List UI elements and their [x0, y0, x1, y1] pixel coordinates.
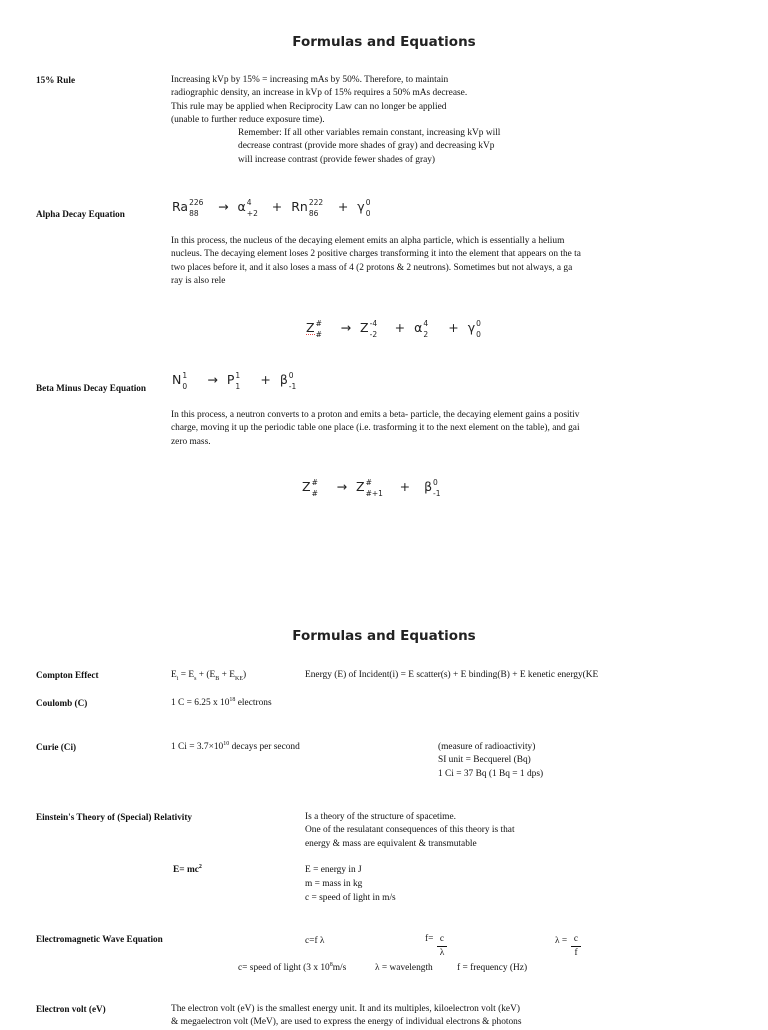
einstein-line: energy & mass are equivalent & transmutable — [305, 838, 477, 849]
einstein-formula-base: E= mc — [173, 865, 199, 875]
eq-symbol: N — [172, 371, 182, 387]
remember-line: decrease contrast (provide more shades of gray) and decreasing kVp — [238, 141, 495, 152]
eq-symbol: α — [237, 198, 246, 214]
page-title-2: Formulas and Equations — [292, 628, 476, 644]
remember-line: Remember: If all other variables remain constant, increasing kVp will — [238, 128, 501, 138]
eq-sub: 1 — [235, 382, 241, 391]
rule15-line: Increasing kVp by 15% = increasing mAs by 50%. Therefore, to maintain — [171, 75, 449, 85]
legend-c-suffix: m/s — [332, 963, 347, 973]
curie-exponent: 10 — [223, 740, 230, 747]
alpha-decay-equation — [172, 196, 382, 218]
arrow-icon: → — [207, 371, 218, 387]
compton-description: Energy (E) of Incident(i) = E scatter(s) + E binding(B) + E kenetic energy(KE — [305, 670, 599, 680]
em-eq-f-fraction — [437, 933, 447, 961]
eq-sub: 88 — [189, 209, 199, 218]
einstein-formula — [173, 864, 202, 877]
eq-sub: 86 — [308, 209, 319, 218]
eq-sub: 0 — [365, 209, 371, 218]
curie-value — [171, 741, 300, 754]
term-electron-volt: Electron volt (eV) — [36, 1004, 106, 1014]
eq-sub: #+1 — [365, 489, 383, 498]
formula-part: + (E — [196, 670, 216, 680]
einstein-definition: m = mass in kg — [305, 879, 363, 890]
einstein-formula-exp: 2 — [198, 863, 202, 870]
eq-symbol: β — [279, 371, 288, 387]
eq-sub: 0 — [182, 382, 188, 391]
coulomb-exponent: 18 — [229, 696, 236, 703]
alpha-line: two places before it, and it also loses a mass of 4 (2 protons & 2 neutrons). Sometimes but not always, a ga — [171, 262, 573, 273]
fraction-numerator: c — [571, 933, 581, 947]
em-eq-f-label: f= — [425, 934, 434, 944]
rule15-remember — [238, 127, 500, 167]
arrow-icon: → — [340, 319, 352, 335]
rule15-line: This rule may be applied when Reciprocity Law can no longer be applied — [171, 101, 447, 112]
rule15-line: (unable to further reduce exposure time). — [171, 114, 325, 125]
term-einstein-relativity: Einstein's Theory of (Special) Relativity — [36, 812, 193, 822]
eq-sub: -2 — [369, 330, 378, 339]
formula-part: ) — [243, 670, 247, 680]
eq-sup: 226 — [189, 198, 204, 207]
eq-sup: 0 — [433, 478, 438, 487]
arrow-icon: → — [218, 198, 229, 214]
fraction-denominator: λ — [439, 948, 445, 959]
eq-sub: 2 — [423, 330, 429, 339]
coulomb-prefix: 1 C = 6.25 x 10 — [171, 698, 230, 708]
beta-line: In this process, a neutron converts to a proton and emits a beta- particle, the decaying element gains a positiv — [171, 410, 580, 420]
term-15-rule: 15% Rule — [36, 75, 76, 85]
eq-operator: + — [394, 319, 406, 335]
eq-sup: -4 — [369, 319, 378, 328]
eq-symbol: Rn — [291, 198, 308, 214]
eq-sub: # — [315, 330, 322, 339]
beta-description — [171, 409, 580, 449]
term-em-wave-equation: Electromagnetic Wave Equation — [36, 934, 163, 944]
einstein-definitions — [305, 864, 396, 905]
coulomb-suffix: electrons — [235, 698, 272, 708]
eq-symbol: β — [424, 478, 433, 494]
formula-sub: B — [215, 675, 220, 682]
legend-c-prefix: c= speed of light (3 x 10 — [238, 963, 330, 973]
alpha-general-equation — [306, 317, 492, 339]
term-curie: Curie (Ci) — [36, 742, 77, 752]
term-compton-effect: Compton Effect — [36, 670, 99, 680]
formula-part: E — [171, 670, 177, 680]
coulomb-value — [171, 697, 272, 710]
arrow-icon: → — [336, 478, 348, 494]
alpha-line: In this process, the nucleus of the decaying element emits an alpha particle, which is essentially a helium — [171, 236, 565, 246]
eq-symbol: P — [226, 371, 235, 387]
eq-sub: +2 — [246, 209, 258, 218]
legend-c-exp: 8 — [329, 961, 333, 968]
beta-general-equation — [302, 476, 449, 498]
curie-note: (measure of radioactivity) — [438, 742, 536, 752]
em-legend-c — [238, 962, 346, 975]
curie-suffix: decays per second — [229, 742, 300, 752]
eq-sup: 4 — [423, 319, 429, 328]
eq-operator: + — [448, 319, 459, 335]
alpha-description — [171, 235, 581, 288]
einstein-definition: c = speed of light in m/s — [305, 892, 396, 903]
einstein-line: One of the resulatant consequences of this theory is that — [305, 825, 515, 836]
beta-line: charge, moving it up the periodic table one place (i.e. trasforming it to the next element on the table), and gai — [171, 423, 580, 434]
formula-sub: i — [176, 675, 179, 682]
em-legend-f: f = frequency (Hz) — [457, 963, 528, 973]
eq-operator: + — [260, 371, 271, 387]
alpha-line: nucleus. The decaying element loses 2 positive charges transforming it into the element that appears on the ta — [171, 249, 581, 260]
einstein-description — [305, 811, 515, 851]
eq-sub: -1 — [288, 382, 297, 391]
eq-symbol: Z — [356, 478, 365, 494]
eq-sub: 0 — [476, 330, 481, 339]
formula-part: + E — [219, 670, 235, 680]
curie-note: SI unit = Becquerel (Bq) — [438, 755, 531, 766]
eq-sup: 0 — [288, 371, 294, 380]
formula-part: = E — [178, 670, 195, 680]
alpha-line: ray is also rele — [171, 275, 226, 286]
em-eq-c: c=f λ — [305, 936, 325, 946]
term-coulomb: Coulomb (C) — [36, 698, 88, 708]
eq-symbol: Z — [360, 319, 369, 335]
eq-sup: 1 — [235, 371, 241, 380]
eq-sup: # — [311, 478, 318, 487]
eq-sup: # — [315, 319, 322, 328]
curie-prefix: 1 Ci = 3.7×10 — [171, 742, 224, 752]
compton-formula — [171, 669, 246, 682]
fraction-numerator: c — [437, 933, 447, 947]
em-eq-lambda-label: λ = — [555, 936, 568, 946]
electronvolt-line: & megaelectron volt (MeV), are used to express the energy of individual electrons & photons — [171, 1017, 522, 1028]
eq-sup: 1 — [182, 371, 188, 380]
eq-sup: 0 — [365, 198, 371, 207]
curie-note: 1 Ci = 37 Bq (1 Bq = 1 dps) — [438, 768, 544, 779]
curie-notes — [438, 741, 543, 781]
eq-sup: 0 — [476, 319, 481, 328]
em-legend-lambda: λ = wavelength — [375, 963, 433, 973]
eq-operator: + — [399, 478, 411, 494]
eq-symbol: γ — [467, 319, 476, 335]
remember-line: will increase contrast (provide fewer shades of gray) — [238, 154, 436, 165]
fraction-denominator: f — [574, 948, 578, 959]
electronvolt-line: The electron volt (eV) is the smallest energy unit. It and its multiples, kiloelectron volt (keV) — [171, 1004, 520, 1014]
term-alpha-decay: Alpha Decay Equation — [36, 209, 125, 219]
eq-symbol: Ra — [172, 198, 189, 214]
eq-symbol: Z — [306, 319, 315, 335]
term-beta-minus-decay: Beta Minus Decay Equation — [36, 383, 147, 393]
formula-sub: KE — [235, 675, 243, 682]
einstein-line: Is a theory of the structure of spacetime. — [305, 812, 456, 822]
em-eq-lambda-fraction — [571, 933, 581, 961]
page-title: Formulas and Equations — [292, 34, 476, 50]
eq-sub: # — [311, 489, 318, 498]
eq-symbol: α — [414, 319, 423, 335]
eq-symbol: γ — [357, 198, 365, 214]
eq-sup: 222 — [308, 198, 324, 207]
eq-operator: + — [337, 198, 349, 214]
rule15-line: radiographic density, an increase in kVp of 15% requires a 50% mAs decrease. — [171, 88, 468, 99]
beta-decay-equation — [172, 369, 305, 391]
eq-sup: 4 — [246, 198, 252, 207]
eq-sub: -1 — [433, 489, 441, 498]
electronvolt-description — [171, 1003, 522, 1030]
beta-line: zero mass. — [171, 436, 211, 447]
eq-sup: # — [365, 478, 372, 487]
einstein-definition: E = energy in J — [305, 865, 362, 875]
rule15-body — [171, 74, 467, 127]
eq-symbol: Z — [302, 478, 311, 494]
eq-operator: + — [271, 198, 283, 214]
formula-sub: s — [194, 675, 197, 682]
